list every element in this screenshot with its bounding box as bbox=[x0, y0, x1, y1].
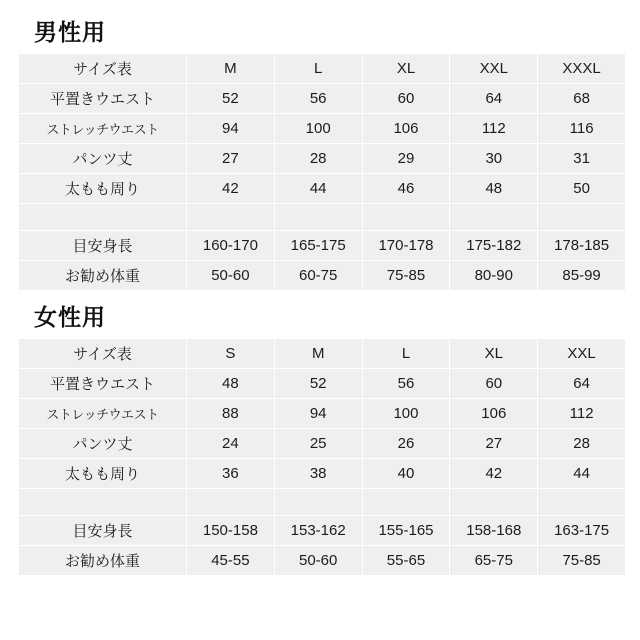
table-cell: 25 bbox=[274, 429, 362, 459]
table-header-cell: L bbox=[362, 339, 450, 369]
spacer-cell bbox=[450, 204, 538, 231]
table-cell: 56 bbox=[362, 369, 450, 399]
spacer-cell bbox=[450, 489, 538, 516]
table-row bbox=[19, 546, 626, 576]
table-cell: 38 bbox=[274, 459, 362, 489]
row-label: パンツ丈 bbox=[19, 429, 187, 459]
table-cell: 94 bbox=[187, 114, 275, 144]
table-cell: 85-99 bbox=[538, 261, 626, 291]
spacer-cell bbox=[538, 204, 626, 231]
table-cell: 160-170 bbox=[187, 231, 275, 261]
table-header-cell: XXL bbox=[538, 339, 626, 369]
table-cell: 55-65 bbox=[362, 546, 450, 576]
table-cell: 56 bbox=[274, 84, 362, 114]
row-label: 平置きウエスト bbox=[19, 369, 187, 399]
table-header-cell: S bbox=[187, 339, 275, 369]
table-cell: 45-55 bbox=[187, 546, 275, 576]
table-cell: 60-75 bbox=[274, 261, 362, 291]
table-cell: 24 bbox=[187, 429, 275, 459]
table-cell: 52 bbox=[274, 369, 362, 399]
table-cell: 26 bbox=[362, 429, 450, 459]
table-cell: 27 bbox=[187, 144, 275, 174]
table-cell: 46 bbox=[362, 174, 450, 204]
table-header-cell: サイズ表 bbox=[19, 339, 187, 369]
table-cell: 30 bbox=[450, 144, 538, 174]
table-cell: 75-85 bbox=[362, 261, 450, 291]
table-cell: 28 bbox=[274, 144, 362, 174]
table-cell: 68 bbox=[538, 84, 626, 114]
spacer-cell bbox=[362, 204, 450, 231]
table-cell: 52 bbox=[187, 84, 275, 114]
row-label: 目安身長 bbox=[19, 231, 187, 261]
table-cell: 48 bbox=[450, 174, 538, 204]
row-label: 太もも周り bbox=[19, 174, 187, 204]
table-row bbox=[19, 114, 626, 144]
table-cell: 50-60 bbox=[274, 546, 362, 576]
table-cell: 64 bbox=[538, 369, 626, 399]
spacer-cell bbox=[187, 489, 275, 516]
table-cell: 40 bbox=[362, 459, 450, 489]
table-row bbox=[19, 369, 626, 399]
row-label: 目安身長 bbox=[19, 516, 187, 546]
table-row bbox=[19, 84, 626, 114]
table-cell: 106 bbox=[362, 114, 450, 144]
table-header-cell: XL bbox=[450, 339, 538, 369]
table-cell: 112 bbox=[450, 114, 538, 144]
table-cell: 48 bbox=[187, 369, 275, 399]
table-cell: 50 bbox=[538, 174, 626, 204]
table-cell: 163-175 bbox=[538, 516, 626, 546]
table-cell: 116 bbox=[538, 114, 626, 144]
table-row bbox=[19, 174, 626, 204]
size-table-women bbox=[18, 338, 626, 576]
table-cell: 158-168 bbox=[450, 516, 538, 546]
table-row bbox=[19, 231, 626, 261]
spacer-cell bbox=[274, 204, 362, 231]
table-header-row bbox=[19, 339, 626, 369]
section-title-men: 男性用 bbox=[34, 19, 106, 45]
spacer-cell bbox=[274, 489, 362, 516]
row-label: お勧め体重 bbox=[19, 546, 187, 576]
spacer-cell bbox=[187, 204, 275, 231]
table-cell: 178-185 bbox=[538, 231, 626, 261]
table-cell: 44 bbox=[538, 459, 626, 489]
table-header-cell: XL bbox=[362, 54, 450, 84]
table-row bbox=[19, 261, 626, 291]
table-spacer-row bbox=[19, 489, 626, 516]
size-table-men-wrapper bbox=[16, 53, 624, 291]
table-cell: 80-90 bbox=[450, 261, 538, 291]
table-cell: 155-165 bbox=[362, 516, 450, 546]
table-cell: 175-182 bbox=[450, 231, 538, 261]
table-cell: 29 bbox=[362, 144, 450, 174]
row-label: ストレッチウエスト bbox=[19, 114, 187, 144]
table-header-cell: L bbox=[274, 54, 362, 84]
size-table-women-wrapper bbox=[16, 338, 624, 576]
table-cell: 28 bbox=[538, 429, 626, 459]
table-row bbox=[19, 459, 626, 489]
spacer-cell bbox=[19, 489, 187, 516]
table-header-row bbox=[19, 54, 626, 84]
table-cell: 27 bbox=[450, 429, 538, 459]
row-label: お勧め体重 bbox=[19, 261, 187, 291]
row-label: 平置きウエスト bbox=[19, 84, 187, 114]
table-cell: 64 bbox=[450, 84, 538, 114]
table-header-cell: サイズ表 bbox=[19, 54, 187, 84]
table-header-cell: M bbox=[187, 54, 275, 84]
table-cell: 170-178 bbox=[362, 231, 450, 261]
table-row bbox=[19, 144, 626, 174]
table-cell: 150-158 bbox=[187, 516, 275, 546]
table-header-cell: XXL bbox=[450, 54, 538, 84]
table-cell: 100 bbox=[362, 399, 450, 429]
table-header-cell: M bbox=[274, 339, 362, 369]
table-row bbox=[19, 429, 626, 459]
table-cell: 165-175 bbox=[274, 231, 362, 261]
row-label: ストレッチウエスト bbox=[19, 399, 187, 429]
table-cell: 88 bbox=[187, 399, 275, 429]
row-label: 太もも周り bbox=[19, 459, 187, 489]
row-label: パンツ丈 bbox=[19, 144, 187, 174]
table-cell: 60 bbox=[362, 84, 450, 114]
table-cell: 75-85 bbox=[538, 546, 626, 576]
table-row bbox=[19, 399, 626, 429]
table-cell: 100 bbox=[274, 114, 362, 144]
table-cell: 65-75 bbox=[450, 546, 538, 576]
table-spacer-row bbox=[19, 204, 626, 231]
table-cell: 31 bbox=[538, 144, 626, 174]
section-title-women: 女性用 bbox=[34, 304, 106, 330]
table-cell: 112 bbox=[538, 399, 626, 429]
spacer-cell bbox=[538, 489, 626, 516]
table-cell: 36 bbox=[187, 459, 275, 489]
table-cell: 60 bbox=[450, 369, 538, 399]
table-header-cell: XXXL bbox=[538, 54, 626, 84]
table-cell: 94 bbox=[274, 399, 362, 429]
spacer-cell bbox=[19, 204, 187, 231]
table-cell: 42 bbox=[187, 174, 275, 204]
table-cell: 50-60 bbox=[187, 261, 275, 291]
spacer-cell bbox=[362, 489, 450, 516]
table-cell: 42 bbox=[450, 459, 538, 489]
table-cell: 153-162 bbox=[274, 516, 362, 546]
size-table-men bbox=[18, 53, 626, 291]
table-cell: 44 bbox=[274, 174, 362, 204]
table-row bbox=[19, 516, 626, 546]
table-cell: 106 bbox=[450, 399, 538, 429]
